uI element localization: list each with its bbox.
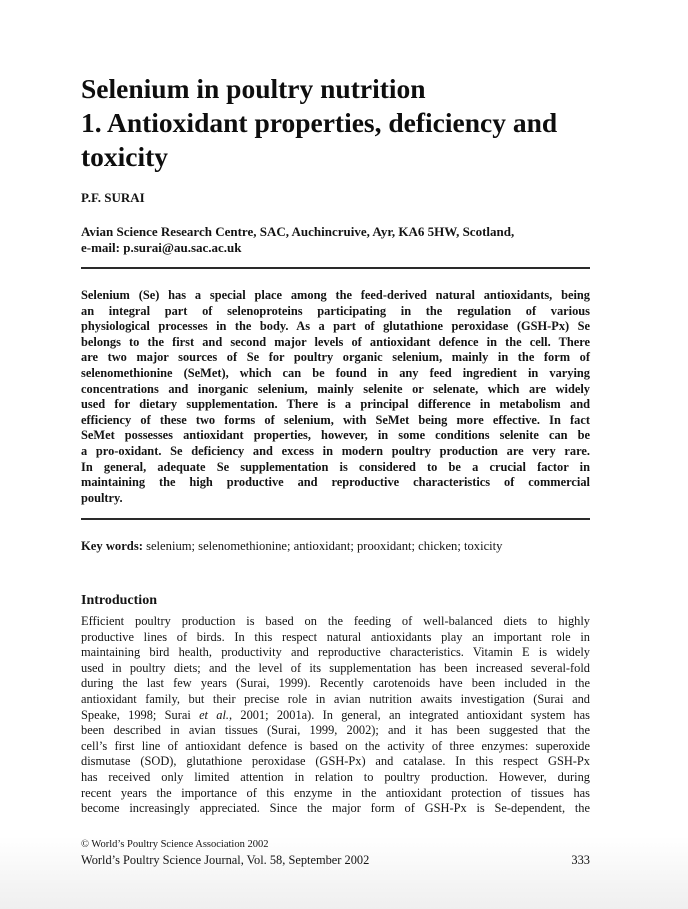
body-line: dismutase (SOD), glutathione peroxidase (GSH-Px) and catalase. In this respect GSH-Px <box>81 754 590 769</box>
affiliation <box>81 224 601 256</box>
abstract-line: are two major sources of Se for poultry organic selenium, mainly in the form of <box>81 350 590 365</box>
abstract-line: SeMet possesses antioxidant properties, however, in some conditions selenite can be <box>81 428 590 443</box>
abstract-line: belongs to the first and second major levels of antioxidant defence in the cell. There <box>81 334 590 349</box>
keywords-label: Key words: <box>81 539 143 553</box>
abstract-line: poultry. <box>81 490 123 505</box>
abstract-line: a pro-oxidant. Se deficiency and excess in modern poultry production are very rare. <box>81 443 590 458</box>
abstract-line: selenomethionine (SeMet), which can be found in any feed ingredient in varying <box>81 365 590 380</box>
divider-bottom <box>81 518 590 520</box>
body-text: , 2001; 2001a). In general, an integrated antioxidant system has <box>229 707 591 722</box>
title-line: toxicity <box>81 141 169 172</box>
body-line: cell’s first line of antioxidant defence is based on the activity of three enzymes: superoxide <box>81 738 590 753</box>
abstract-line: used for dietary supplementation. There is a principal difference in metabolism and <box>81 397 590 412</box>
section-heading-introduction: Introduction <box>81 593 157 608</box>
keywords <box>81 539 590 554</box>
body-line: during the last few years (Surai, 1999). Recently carotenoids have been included in the <box>81 676 590 691</box>
abstract-line: concentrations and inorganic selenium, mainly selenite or selenate, which are widely <box>81 381 590 396</box>
body-line: Efficient poultry production is based on the feeding of well-balanced diets to highly <box>81 614 590 628</box>
body-line <box>81 708 590 724</box>
title-line: Selenium in poultry nutrition <box>81 73 426 104</box>
abstract-line: efficiency of these two forms of selenium, with SeMet being more effective. In fact <box>81 412 590 427</box>
keywords-text: selenium; selenomethionine; antioxidant; prooxidant; chicken; toxicity <box>142 539 503 553</box>
abstract-line: physiological processes in the body. As a part of glutathione peroxidase (GSH-Px) Se <box>81 319 590 334</box>
body-line: recent years the importance of this enzyme in the antioxidant protection of tissues has <box>81 785 590 800</box>
body-line: productive lines of birds. In this respect natural antioxidants play an important role in <box>81 629 590 644</box>
abstract-line: maintaining the high productive and reproductive characteristics of commercial <box>81 475 590 490</box>
body-line: become increasingly appreciated. Since the major form of GSH-Px is Se-dependent, the <box>81 801 590 816</box>
divider-top <box>81 267 590 269</box>
body-line: has received only limited attention in relation to poultry production. However, during <box>81 769 590 784</box>
affiliation-line: Avian Science Research Centre, SAC, Auchincruive, Ayr, KA6 5HW, Scotland, <box>81 224 515 239</box>
abstract-line: Selenium (Se) has a special place among the feed-derived natural antioxidants, being <box>81 288 590 302</box>
page-number: 333 <box>571 853 590 867</box>
abstract-line: In general, adequate Se supplementation is considered to be a crucial factor in <box>81 459 590 474</box>
body-italic: et al. <box>199 707 230 722</box>
affiliation-email: e-mail: p.surai@au.sac.ac.uk <box>81 240 242 255</box>
title-line: 1. Antioxidant properties, deficiency and <box>81 107 558 138</box>
abstract <box>81 288 590 506</box>
body-line: been described in avian tissues (Surai, 1999, 2002); and it has been suggested that the <box>81 723 590 738</box>
abstract-line: an integral part of selenoproteins participating in the regulation of various <box>81 303 590 318</box>
body-line: antioxidant family, but their precise role in avian nutrition awaits investigation (Surai and <box>81 691 590 706</box>
body-line: maintaining bird health, productivity and reproductive characteristics. Vitamin E is widely <box>81 645 590 660</box>
paper-title <box>81 72 601 174</box>
footer-copyright: © World’s Poultry Science Association 2002 <box>81 839 269 850</box>
author: P.F. SURAI <box>81 190 145 205</box>
footer-journal: World’s Poultry Science Journal, Vol. 58, September 2002 <box>81 853 370 867</box>
body-text: Speake, 1998; Surai <box>81 707 200 722</box>
body-line: used in poultry diets; and the level of its supplementation has been increased several-fold <box>81 660 590 675</box>
introduction-body <box>81 614 590 817</box>
